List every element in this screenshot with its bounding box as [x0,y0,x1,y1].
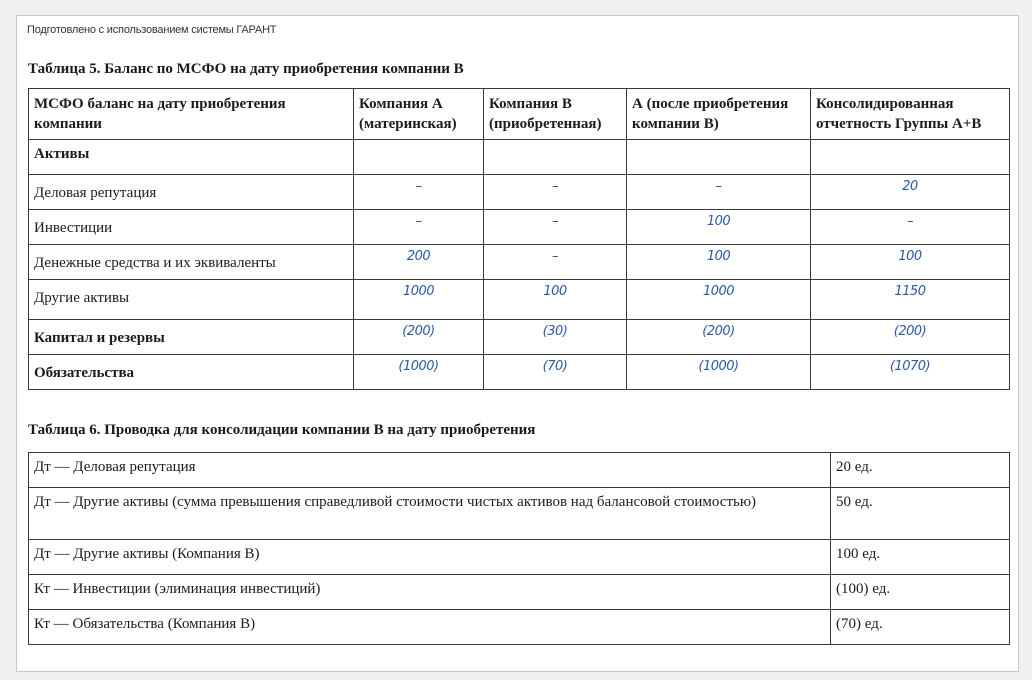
table-row [29,540,1010,575]
table5-title: Таблица 5. Баланс по МСФО на дату приобретения компании В [28,61,464,77]
document-header: Подготовлено с использованием системы ГАРАНТ [27,24,277,36]
amount-cell: (100) ед. [831,575,1010,610]
table-header-cell: Компания А (материнская) [354,89,484,140]
cell-value: 200 [354,245,484,280]
cell-value: (200) [354,320,484,355]
table-row [29,488,1010,540]
cell-value: (30) [484,320,627,355]
amount-cell: 50 ед. [831,488,1010,540]
cell-value [354,140,484,175]
table-row [29,355,1010,390]
table-header-row [29,89,1010,140]
cell-value: (1070) [811,355,1010,390]
amount-cell: 20 ед. [831,453,1010,488]
table-row [29,245,1010,280]
table-header-cell: Консолидированная отчетность Группы А+В [811,89,1010,140]
cell-value: 20 [811,175,1010,210]
amount-cell: 100 ед. [831,540,1010,575]
cell-value: – [354,210,484,245]
amount-cell: (70) ед. [831,610,1010,645]
cell-value: 1000 [627,280,811,320]
table-row [29,175,1010,210]
row-label: Активы [29,140,354,175]
cell-value: (200) [627,320,811,355]
row-label: Денежные средства и их эквиваленты [29,245,354,280]
row-label: Другие активы [29,280,354,320]
cell-value: 1150 [811,280,1010,320]
entry-cell: Дт — Другие активы (Компания В) [29,540,831,575]
balance-table [28,88,1010,390]
table6-title: Таблица 6. Проводка для консолидации компании В на дату приобретения [28,422,536,438]
document-page [16,15,1019,672]
cell-value [811,140,1010,175]
entry-cell: Дт — Другие активы (сумма превышения справедливой стоимости чистых активов над балансовой стоимостью) [29,488,831,540]
table-row [29,320,1010,355]
cell-value: – [484,210,627,245]
table-row [29,575,1010,610]
entry-cell: Кт — Инвестиции (элиминация инвестиций) [29,575,831,610]
table-row [29,140,1010,175]
cell-value: 100 [627,210,811,245]
cell-value: (1000) [627,355,811,390]
cell-value: – [811,210,1010,245]
table-header-cell: Компания В (приобретенная) [484,89,627,140]
table-row [29,610,1010,645]
row-label: Инвестиции [29,210,354,245]
cell-value: (70) [484,355,627,390]
cell-value: (1000) [354,355,484,390]
table-row [29,210,1010,245]
cell-value: 100 [627,245,811,280]
cell-value: 100 [811,245,1010,280]
row-label: Обязательства [29,355,354,390]
cell-value: 1000 [354,280,484,320]
entry-cell: Дт — Деловая репутация [29,453,831,488]
entry-cell: Кт — Обязательства (Компания В) [29,610,831,645]
entries-table [28,452,1010,645]
cell-value: – [627,175,811,210]
cell-value [484,140,627,175]
row-label: Капитал и резервы [29,320,354,355]
cell-value: – [484,175,627,210]
cell-value [627,140,811,175]
table-header-cell: МСФО баланс на дату приобретения компании [29,89,354,140]
cell-value: – [354,175,484,210]
cell-value: (200) [811,320,1010,355]
table-row [29,280,1010,320]
table-header-cell: А (после приобретения компании В) [627,89,811,140]
row-label: Деловая репутация [29,175,354,210]
cell-value: – [484,245,627,280]
table-row [29,453,1010,488]
cell-value: 100 [484,280,627,320]
